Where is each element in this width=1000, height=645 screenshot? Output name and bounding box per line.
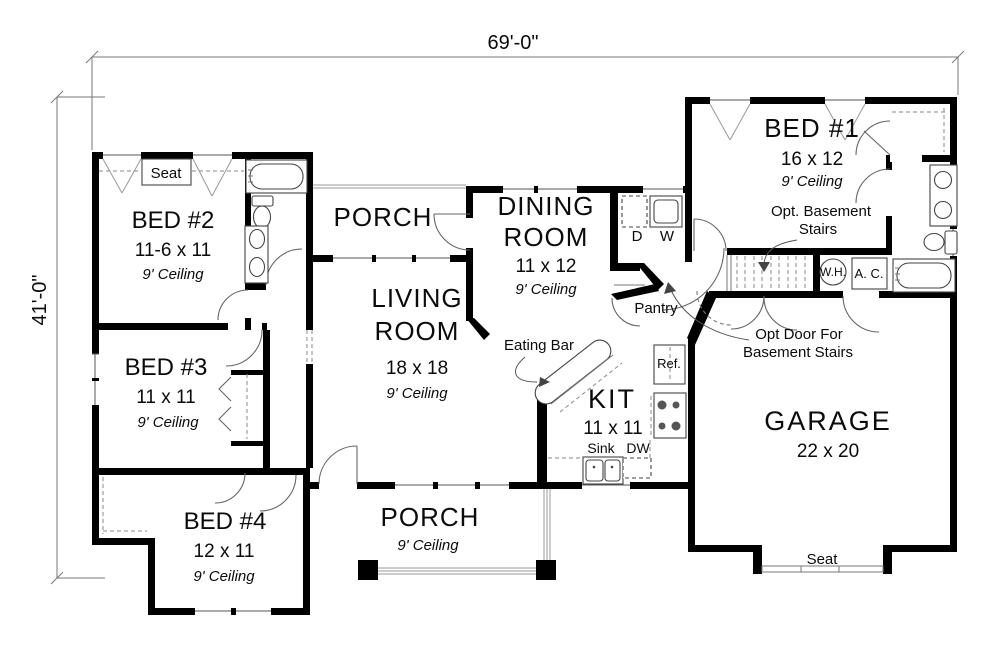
- living-size: 18 x 18: [385, 358, 449, 379]
- dining-name-1: DINING: [497, 191, 595, 221]
- cased-opening: [307, 330, 312, 364]
- garage-seat-label: Seat: [806, 551, 838, 568]
- bed2-ceiling: 9' Ceiling: [142, 266, 204, 283]
- porch-post: [358, 560, 378, 580]
- bed4-size: 12 x 11: [193, 541, 255, 562]
- bed3-name: BED #3: [124, 354, 208, 381]
- bathtub-icon: [246, 160, 307, 193]
- opt-basement-label-2: Stairs: [798, 221, 838, 238]
- bed1-ceiling: 9' Ceiling: [781, 173, 843, 190]
- living-ceiling: 9' Ceiling: [386, 385, 448, 402]
- pantry-label: Pantry: [634, 300, 678, 317]
- casement-swing-icon: [103, 104, 865, 196]
- porch-post: [536, 560, 556, 580]
- stairs: [727, 255, 805, 291]
- vanity-icon: [930, 165, 957, 226]
- washer-label: W: [659, 228, 675, 245]
- dryer-box: [622, 196, 647, 227]
- sink-label: Sink: [587, 440, 615, 456]
- rear-porch-name: PORCH: [333, 202, 433, 232]
- toilet-icon: [252, 196, 273, 228]
- bed1-size: 16 x 12: [780, 149, 844, 170]
- kitchen-name: KIT: [587, 384, 637, 414]
- bed3-size: 11 x 11: [136, 387, 196, 408]
- living-name-2: ROOM: [374, 316, 460, 346]
- bed2-name: BED #2: [131, 207, 215, 234]
- opt-door-label-1: Opt Door For: [755, 326, 843, 343]
- living-name-1: LIVING: [371, 283, 463, 313]
- dryer-label: D: [631, 228, 643, 245]
- garage-size: 22 x 20: [796, 441, 860, 462]
- opt-door-label-2: Basement Stairs: [742, 344, 854, 361]
- dimension-width-label: 69'-0": [487, 32, 539, 54]
- dishwasher-box: [623, 458, 651, 478]
- garage-name: GARAGE: [764, 406, 892, 436]
- kitchen-sink-icon: [583, 457, 623, 484]
- dining-ceiling: 9' Ceiling: [515, 281, 577, 298]
- refrigerator-label: Ref.: [657, 356, 681, 371]
- bed2-size: 11-6 x 11: [134, 240, 212, 261]
- kitchen-size: 11 x 11: [583, 418, 643, 439]
- dining-name-2: ROOM: [503, 222, 589, 252]
- rear-porch-roofline: [313, 185, 466, 188]
- dining-size: 11 x 12: [515, 256, 577, 277]
- window-seat-label: Seat: [150, 165, 182, 182]
- bed1-name: BED #1: [764, 113, 860, 143]
- bifold-door-icon: [219, 407, 231, 431]
- dishwasher-label: DW: [626, 440, 650, 456]
- toilet-icon: [924, 231, 957, 254]
- water-heater-label: W.H.: [820, 265, 846, 279]
- bifold-door-icon: [219, 377, 231, 401]
- stove-icon: [654, 393, 686, 438]
- ac-label: A. C.: [854, 266, 884, 281]
- washer-box: [650, 196, 682, 227]
- opt-basement-label-1: Opt. Basement: [770, 203, 872, 220]
- bed3-ceiling: 9' Ceiling: [137, 414, 199, 431]
- bed4-ceiling: 9' Ceiling: [193, 568, 255, 585]
- bed4-name: BED #4: [183, 508, 267, 535]
- bathtub-icon: [893, 259, 955, 292]
- vanity-icon: [245, 226, 268, 283]
- front-porch-name: PORCH: [380, 502, 480, 532]
- room-labels: [125, 113, 892, 585]
- eating-bar-label: Eating Bar: [503, 337, 575, 354]
- dimension-height-label: 41'-0": [29, 274, 51, 326]
- front-porch-ceiling: 9' Ceiling: [397, 537, 459, 554]
